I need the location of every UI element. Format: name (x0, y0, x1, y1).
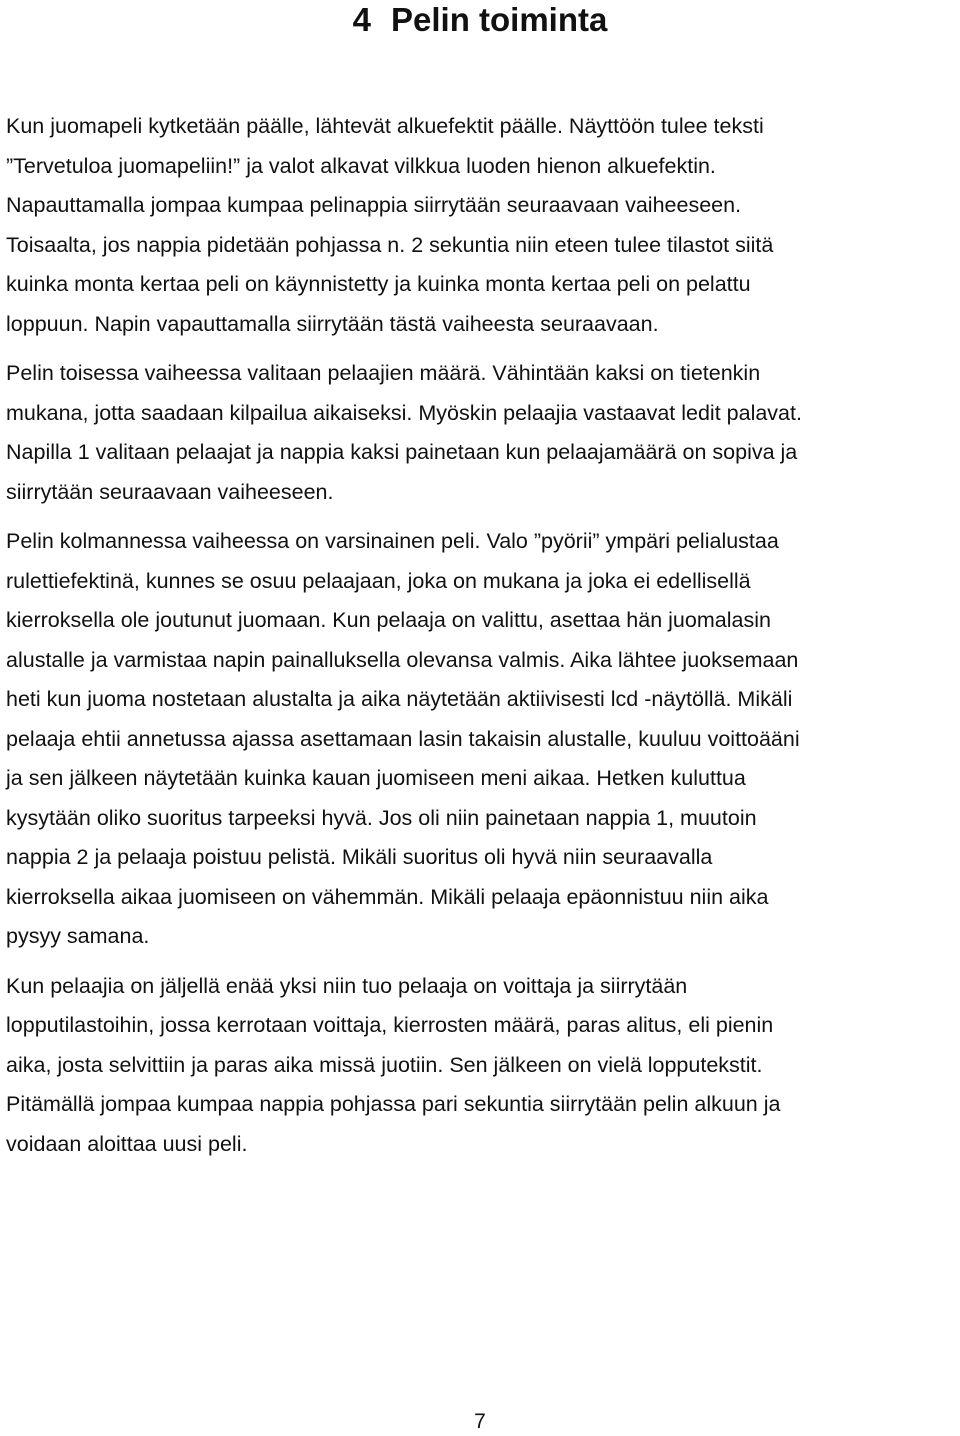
text-line: Kun pelaajia on jäljellä enää yksi niin tuo pelaaja on voittaja ja siirrytään (6, 973, 688, 998)
text-line: kuinka monta kertaa peli on käynnistetty ja kuinka monta kertaa peli on pelattu (6, 272, 751, 296)
text-line: Toisaalta, jos nappia pidetään pohjassa n. 2 sekuntia niin eteen tulee tilastot siitä (6, 232, 774, 257)
text-line: voidaan aloittaa uusi peli. (6, 1131, 248, 1156)
paragraph-gameplay (6, 522, 954, 957)
text-line: loppuun. Napin vapauttamalla siirrytään tästä vaiheesta seuraavaan. (6, 311, 659, 336)
text-line: ”Tervetuloa juomapeliin!” ja valot alkavat vilkkua luoden hienon alkuefektin. (6, 153, 716, 178)
text-line: Napilla 1 valitaan pelaajat ja nappia kaksi painetaan kun pelaajamäärä on sopiva ja (6, 440, 798, 464)
text-line: nappia 2 ja pelaaja poistuu pelistä. Mikäli suoritus oli hyvä niin seuraavalla (6, 845, 713, 869)
text-line: siirrytään seuraavaan vaiheeseen. (6, 479, 334, 504)
text-line: aika, josta selvittiin ja paras aika missä juotiin. Sen jälkeen on vielä lopputekstit. (6, 1052, 763, 1077)
text-line: rulettiefektinä, kunnes se osuu pelaajaan, joka on mukana ja joka ei edellisellä (6, 568, 751, 593)
text-line: kierroksella aikaa juomiseen on vähemmän. Mikäli pelaaja epäonnistuu niin aika (6, 884, 769, 909)
text-line: mukana, jotta saadaan kilpailua aikaiseksi. Myöskin pelaajia vastaavat ledit palavat. (6, 400, 802, 425)
text-line: Pelin toisessa vaiheessa valitaan pelaajien määrä. Vähintään kaksi on tietenkin (6, 361, 761, 385)
text-line: Kun juomapeli kytketään päälle, lähtevät alkuefektit päälle. Näyttöön tulee teksti (6, 114, 764, 138)
paragraph-player-count (6, 354, 954, 512)
text-line: pelaaja ehtii annetussa ajassa asettamaan lasin takaisin alustalle, kuuluu voittoääni (6, 726, 800, 751)
text-line: kysytään oliko suoritus tarpeeksi hyvä. Jos oli niin painetaan nappia 1, muutoin (6, 805, 757, 830)
text-line: pysyy samana. (6, 924, 150, 948)
text-line: Pitämällä jompaa kumpaa nappia pohjassa pari sekuntia siirrytään pelin alkuun ja (6, 1092, 781, 1116)
heading-number: 4 (352, 1, 371, 38)
text-line: heti kun juoma nostetaan alustalta ja aika näytetään aktiivisesti lcd -näytöllä. Mikäli (6, 687, 793, 711)
text-line: alustalle ja varmistaa napin painalluksella olevansa valmis. Aika lähtee juoksemaan (6, 647, 799, 672)
paragraph-final-stats (6, 967, 954, 1165)
paragraph-startup (6, 107, 954, 344)
text-line: Napauttamalla jompaa kumpaa pelinappia siirrytään seuraavaan vaiheeseen. (6, 193, 742, 217)
text-line: ja sen jälkeen näytetään kuinka kauan juomiseen meni aikaa. Hetken kuluttua (6, 766, 746, 790)
text-line: lopputilastoihin, jossa kerrotaan voittaja, kierrosten määrä, paras alitus, eli pienin (6, 1013, 774, 1037)
text-line: Pelin kolmannessa vaiheessa on varsinainen peli. Valo ”pyörii” ympäri pelialustaa (6, 529, 779, 553)
page-heading (0, 0, 960, 40)
heading-title: Pelin toiminta (391, 1, 608, 38)
page-number: 7 (474, 1410, 486, 1433)
text-line: kierroksella ole joutunut juomaan. Kun pelaaja on valittu, asettaa hän juomalasin (6, 608, 771, 632)
document-body (6, 107, 954, 1174)
